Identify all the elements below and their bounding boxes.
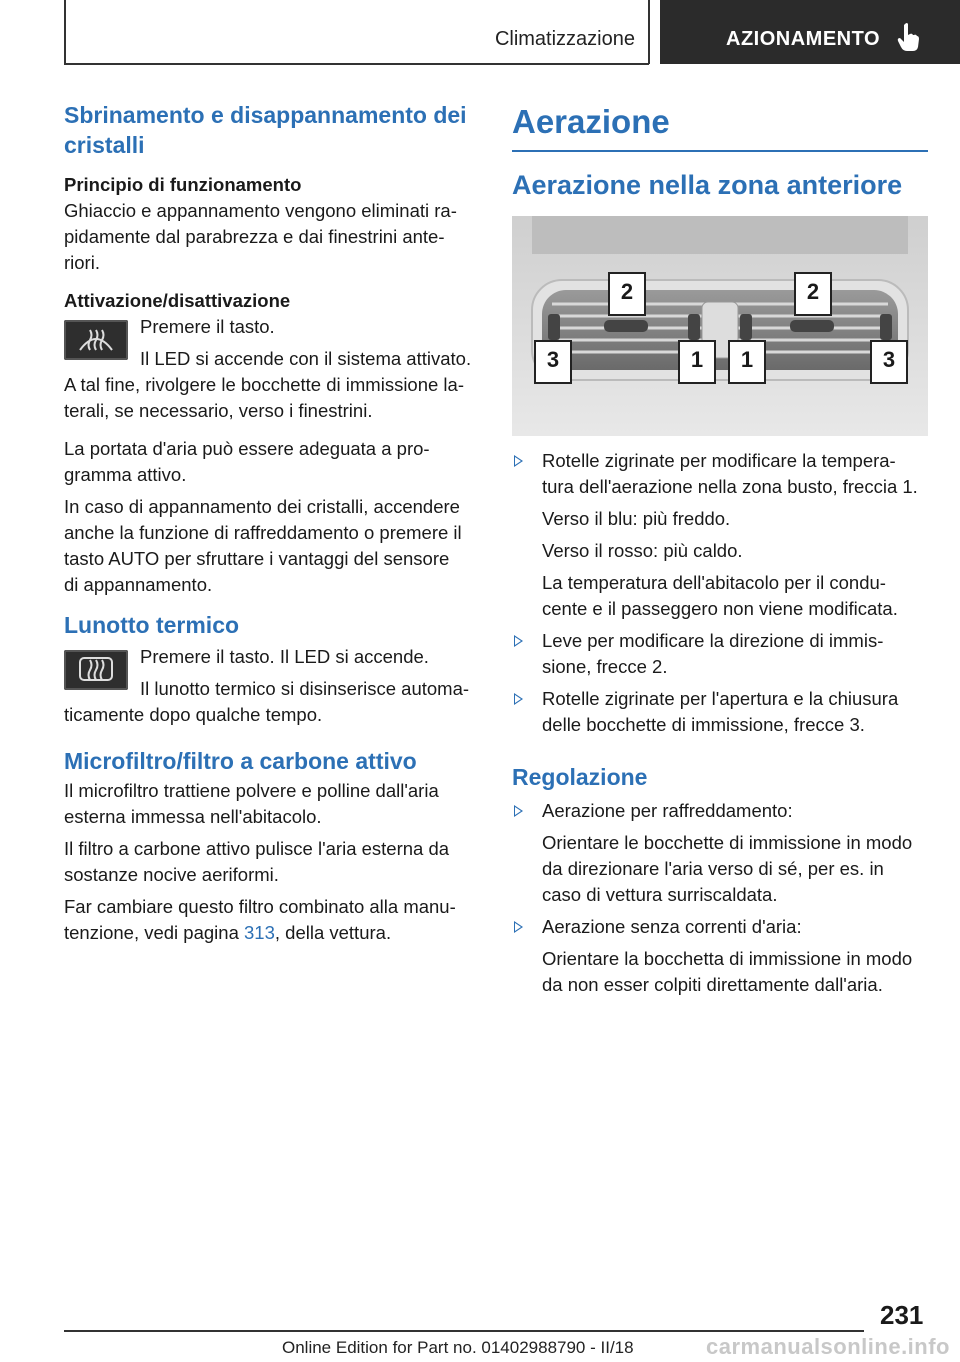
windshield-defrost-icon [64,320,128,360]
bullet-triangle-icon [514,635,523,647]
list-item [512,914,928,998]
list-text: cente e il passeggero non viene modificata. [542,598,898,619]
filter-line: Far cambiare questo filtro combinato alla manu- [64,896,456,917]
filter-line: sostanze nocive aeriformi. [64,864,279,885]
filter-line: Il filtro a carbone attivo pulisce l'aria esterna da [64,838,450,859]
right-column [512,100,928,998]
list-item [512,686,928,738]
principle-line: pidamente dal parabrezza e dai finestrini ante- [64,226,445,247]
list-text: tura dell'aerazione nella zona busto, freccia 1. [542,476,918,497]
rear-window-title: Lunotto termico [64,612,240,638]
list-text: sione, frecce 2. [542,656,668,677]
callout-3: 3 [870,340,908,384]
list-item [512,628,928,680]
dashboard-vents-photo [512,216,928,436]
filter-title: Microfiltro/filtro a carbone attivo [64,748,417,774]
header-bottom-rule [64,63,649,65]
list-text: Leve per modificare la direzione di immis- [542,630,884,651]
callout-2: 2 [608,272,646,316]
callout-layer [512,216,928,436]
filter-text: , della vettura. [274,922,392,943]
footer-rule [64,1330,864,1332]
filter-line [64,920,478,946]
front-ventilation-title: Aerazione nella zona anteriore [512,170,903,200]
page-link-313[interactable]: 313 [244,922,275,943]
airflow-line: La portata d'aria può essere adeguata a pro- [64,438,430,459]
rear-auto-line: ticamente dopo qualche tempo. [64,704,323,725]
led-active-text: Il LED si accende con il sistema attivato. [140,348,472,369]
principle-heading: Principio di funzionamento [64,174,302,195]
filter-line: Il microfiltro trattiene polvere e polline dall'aria [64,780,439,801]
title-rule [512,150,928,152]
header-left-rule [64,0,66,64]
filter-line: esterna immessa nell'abitacolo. [64,806,322,827]
defrost-button-row [64,314,478,372]
pointing-hand-icon [896,22,920,52]
fog-line: tasto AUTO per sfruttare i vantaggi del sensore [64,548,450,569]
rear-defrost-button-row [64,644,478,702]
ventilation-title: Aerazione [512,103,670,140]
list-text: da direzionare l'aria verso di sé, per es. in [542,858,884,879]
vents-line: terali, se necessario, verso i finestrini. [64,400,373,421]
footer-edition: Online Edition for Part no. 01402988790 - II/18 [282,1338,634,1357]
rear-window-defrost-icon [64,650,128,690]
list-text: Orientare la bocchetta di immissione in modo [542,948,913,969]
header-chapter-tab[interactable] [660,0,960,64]
list-text: delle bocchette di immissione, frecce 3. [542,714,865,735]
list-text: Verso il rosso: più caldo. [542,540,743,561]
fog-line: In caso di appannamento dei cristalli, accendere [64,496,460,517]
list-text: Aerazione per raffreddamento: [542,800,793,821]
bullet-triangle-icon [514,921,523,933]
principle-line: Ghiaccio e appannamento vengono eliminati ra- [64,200,457,221]
fog-line: anche la funzione di raffreddamento o premere il [64,522,462,543]
callout-2: 2 [794,272,832,316]
list-text: Rotelle zigrinate per l'apertura e la chiusura [542,688,899,709]
callout-1: 1 [728,340,766,384]
callout-1: 1 [678,340,716,384]
header-section-title: Climatizzazione [494,28,635,50]
regulation-title: Regolazione [512,764,648,790]
list-item [512,798,928,908]
list-text: Verso il blu: più freddo. [542,508,731,529]
list-item [512,448,928,622]
header-divider [648,0,650,64]
bullet-triangle-icon [514,455,523,467]
activation-heading: Attivazione/disattivazione [64,290,291,311]
rear-auto-line: Il lunotto termico si disinserisce automa- [140,678,470,699]
list-text: Rotelle zigrinate per modificare la tempera- [542,450,896,471]
watermark: carmanualsonline.info [706,1334,950,1359]
vents-line: A tal fine, rivolgere le bocchette di immissione la- [64,374,464,395]
list-text: Orientare le bocchette di immissione in modo [542,832,913,853]
callout-3: 3 [534,340,572,384]
principle-line: riori. [64,252,100,273]
chapter-label: AZIONAMENTO [726,28,881,50]
rear-press-text: Premere il tasto. Il LED si accende. [140,646,429,667]
bullet-triangle-icon [514,805,523,817]
left-column [64,100,478,946]
defrost-title: Sbrinamento e disappannamento dei cristalli [64,102,467,158]
airflow-line: gramma attivo. [64,464,187,485]
fog-line: di appannamento. [64,574,213,595]
list-text: da non esser colpiti direttamente dall'aria. [542,974,883,995]
filter-text: tenzione, vedi pagina [64,922,244,943]
list-text: Aerazione senza correnti d'aria: [542,916,802,937]
page-number: 231 [880,1300,924,1330]
list-text: La temperatura dell'abitacolo per il condu- [542,572,886,593]
bullet-triangle-icon [514,693,523,705]
press-button-text: Premere il tasto. [140,316,275,337]
list-text: caso di vettura surriscaldata. [542,884,778,905]
